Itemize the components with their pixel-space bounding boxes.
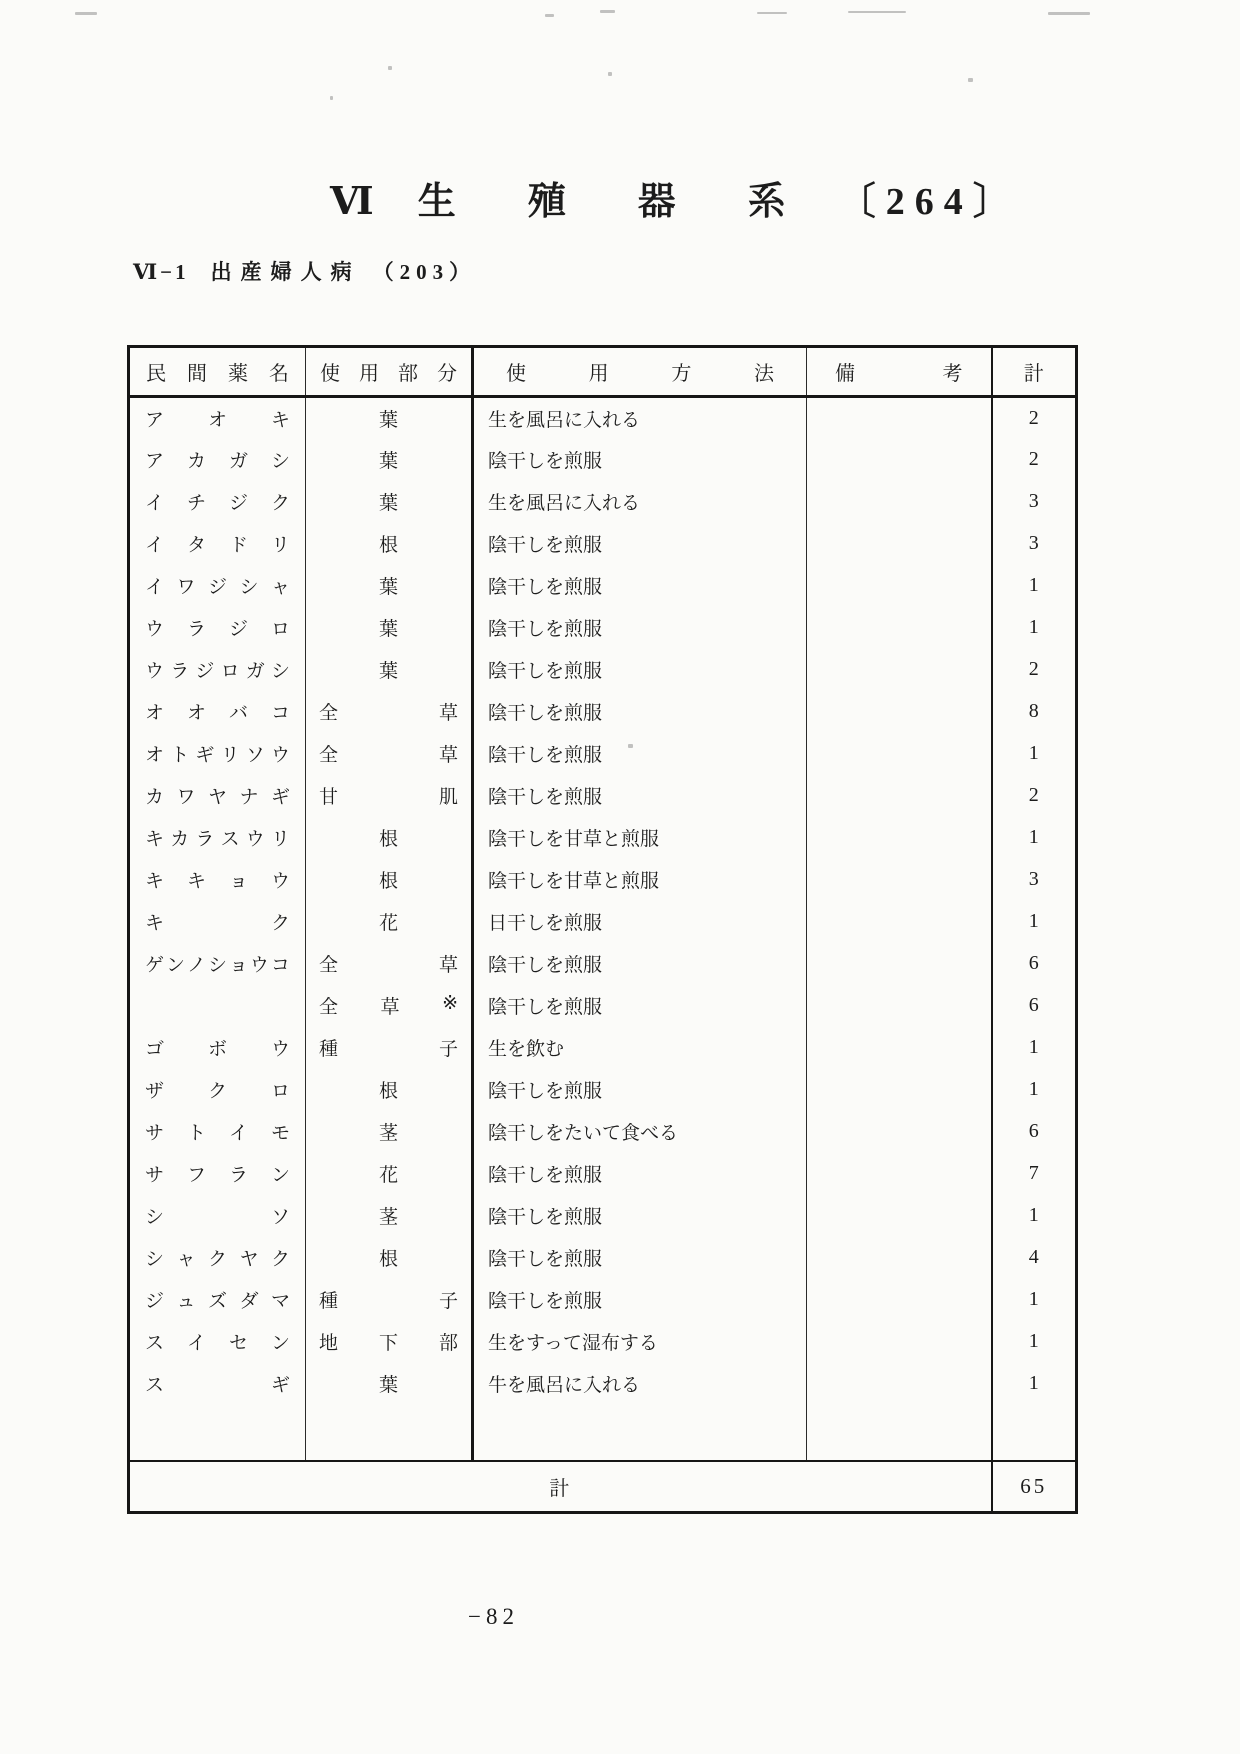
plant-name-cell: シ ャ ク ヤ ク [129,1237,306,1279]
remarks-cell [807,439,992,481]
remarks-cell [807,733,992,775]
table-row [129,733,1077,775]
plant-name-cell: イ タ ド リ [129,523,306,565]
plant-name-cell: ス イ セ ン [129,1321,306,1363]
usage-method-cell: 生を飲む [473,1027,807,1069]
scan-speckle [608,72,612,76]
table-row [129,691,1077,733]
section-count: （203） [372,260,477,284]
col-header-folk-medicine-name: 民 間 薬 名 [129,347,306,397]
used-part-cell: 全 草 [306,691,473,733]
header-row [129,347,1077,397]
count-cell: 4 [1028,1246,1039,1268]
plant-name-cell: イ ワ ジ シ ャ [129,565,306,607]
plant-name-cell: キ キ ョ ウ [129,859,306,901]
used-part-cell: 根 [306,1237,473,1279]
count-cell: 1 [1028,1288,1039,1310]
count-cell: 6 [1028,994,1039,1016]
total-label: 計 [129,1461,992,1513]
count-cell: 1 [1028,1372,1039,1394]
scan-speckle [388,66,392,70]
count-cell: 3 [1028,490,1039,512]
used-part-cell: 茎 [306,1111,473,1153]
remarks-cell [807,1195,992,1237]
usage-method-cell: 陰干しを煎服 [473,1237,807,1279]
col-header-total: 計 [992,347,1077,397]
usage-method-cell: 陰干しを煎服 [473,1069,807,1111]
used-part-cell: 種 子 [306,1279,473,1321]
usage-method-cell: 陰干しを煎服 [473,565,807,607]
used-part-cell: 根 [306,1069,473,1111]
table-row [129,775,1077,817]
table-row [129,1069,1077,1111]
table-row [129,901,1077,943]
plant-name-cell: ウ ラ ジ ロ ガ シ [129,649,306,691]
section-title: 出産婦人病 [210,260,361,284]
table-row [129,859,1077,901]
table-row [129,943,1077,985]
usage-method-cell: 陰干しを甘草と煎服 [473,859,807,901]
table-row [129,397,1077,439]
usage-method-cell: 陰干しを煎服 [473,523,807,565]
title-count: 〔264〕 [837,181,1021,223]
plant-name-cell: キ ク [129,901,306,943]
table-body [129,397,1077,1405]
usage-method-cell: 陰干しを煎服 [473,1279,807,1321]
used-part-cell: 葉 [306,1363,473,1405]
table-row [129,439,1077,481]
used-part-cell: 葉 [306,565,473,607]
table-row [129,817,1077,859]
table-row [129,523,1077,565]
plant-name-cell: イ チ ジ ク [129,481,306,523]
count-cell: 3 [1028,532,1039,554]
remarks-cell [807,649,992,691]
count-cell: 1 [1028,1330,1039,1352]
section-heading [133,256,476,286]
remarks-cell [807,1069,992,1111]
table-row [129,1027,1077,1069]
used-part-cell: 葉 [306,439,473,481]
table-row [129,481,1077,523]
scan-speckle [600,10,615,13]
usage-method-cell: 陰干しを煎服 [473,775,807,817]
remarks-cell [807,817,992,859]
table-row [129,985,1077,1027]
plant-name-cell: サ フ ラ ン [129,1153,306,1195]
usage-method-cell: 陰干しを煎服 [473,439,807,481]
plant-name-cell: ザ ク ロ [129,1069,306,1111]
remarks-cell [807,1279,992,1321]
scan-speckle [330,96,333,100]
table-row [129,1279,1077,1321]
usage-method-cell: 陰干しを煎服 [473,691,807,733]
plant-name-cell: カ ワ ヤ ナ ギ [129,775,306,817]
usage-method-cell: 日干しを煎服 [473,901,807,943]
usage-method-cell: 陰干しを煎服 [473,607,807,649]
count-cell: 2 [1028,658,1039,680]
count-cell: 7 [1028,1162,1039,1184]
plant-name-cell: オ オ バ コ [129,691,306,733]
plant-name-cell: キ カ ラ ス ウ リ [129,817,306,859]
table-row [129,1321,1077,1363]
plant-name-cell: ア カ ガ シ [129,439,306,481]
count-cell: 8 [1028,700,1039,722]
remarks-cell [807,523,992,565]
scan-speckle [1048,12,1090,15]
total-row [129,1461,1077,1513]
remarks-cell [807,397,992,439]
section-numeral: Ⅵ−1 [133,260,189,284]
count-cell: 1 [1028,826,1039,848]
page-title [330,170,1021,225]
usage-method-cell: 牛を風呂に入れる [473,1363,807,1405]
count-cell: 1 [1028,742,1039,764]
remarks-cell [807,775,992,817]
total-count: 65 [992,1461,1077,1513]
used-part-cell: 葉 [306,649,473,691]
col-header-remarks: 備 考 [807,347,992,397]
plant-name-cell: ウ ラ ジ ロ [129,607,306,649]
usage-method-cell: 陰干しを甘草と煎服 [473,817,807,859]
plant-name-cell [129,985,306,1027]
scan-speckle [968,78,973,82]
remarks-cell [807,901,992,943]
scan-speckle [848,11,906,13]
count-cell: 1 [1028,1204,1039,1226]
table-row [129,649,1077,691]
remedies-table [127,345,1078,1514]
used-part-cell: 葉 [306,607,473,649]
title-text: 生殖器系 [417,181,858,223]
title-chapter-numeral: Ⅵ [330,181,376,223]
used-part-cell: 全 草 [306,943,473,985]
count-cell: 2 [1028,448,1039,470]
remarks-cell [807,859,992,901]
used-part-cell: 葉 [306,397,473,439]
plant-name-cell: サ ト イ モ [129,1111,306,1153]
table-row [129,565,1077,607]
used-part-cell: 花 [306,901,473,943]
used-part-cell: 全 草 [306,733,473,775]
usage-method-cell: 陰干しを煎服 [473,1153,807,1195]
remarks-cell [807,1363,992,1405]
count-cell: 6 [1028,952,1039,974]
count-cell: 2 [1028,406,1039,429]
remarks-cell [807,607,992,649]
usage-method-cell: 陰干しを煎服 [473,943,807,985]
used-part-cell: 根 [306,523,473,565]
plant-name-cell: ス ギ [129,1363,306,1405]
plant-name-cell: ゴ ボ ウ [129,1027,306,1069]
usage-method-cell: 陰干しを煎服 [473,985,807,1027]
remarks-cell [807,1027,992,1069]
count-cell: 1 [1028,616,1039,638]
plant-name-cell: ジ ュ ズ ダ マ [129,1279,306,1321]
usage-method-cell: 陰干しを煎服 [473,733,807,775]
spacer-row [129,1405,1077,1461]
count-cell: 1 [1028,1036,1039,1058]
used-part-cell: 甘 肌 [306,775,473,817]
count-cell: 2 [1028,784,1039,806]
used-part-cell: 種 子 [306,1027,473,1069]
table-row [129,1363,1077,1405]
table-footer [129,1405,1077,1513]
usage-method-cell: 陰干しを煎服 [473,1195,807,1237]
remarks-cell [807,1153,992,1195]
count-cell: 1 [1028,910,1039,932]
table-row [129,1111,1077,1153]
table-row [129,1195,1077,1237]
remarks-cell [807,943,992,985]
used-part-cell: 全 草 ※ [306,985,473,1027]
usage-method-cell: 生をすって湿布する [473,1321,807,1363]
plant-name-cell: オ ト ギ リ ソ ウ [129,733,306,775]
count-cell: 1 [1028,574,1039,596]
table-header [129,347,1077,397]
usage-method-cell: 生を風呂に入れる [473,397,807,439]
remarks-cell [807,985,992,1027]
used-part-cell: 花 [306,1153,473,1195]
used-part-cell: 根 [306,859,473,901]
remarks-cell [807,1237,992,1279]
scan-speckle [757,12,787,14]
scan-speckle [545,14,554,17]
count-cell: 3 [1028,868,1039,890]
table-row [129,1153,1077,1195]
remarks-cell [807,691,992,733]
plant-name-cell: シ ソ [129,1195,306,1237]
usage-method-cell: 陰干しをたいて食べる [473,1111,807,1153]
used-part-cell: 根 [306,817,473,859]
plant-name-cell: ゲ ン ノ シ ョ ウ コ [129,943,306,985]
remarks-cell [807,565,992,607]
count-cell: 1 [1028,1078,1039,1100]
table-row [129,607,1077,649]
used-part-cell: 茎 [306,1195,473,1237]
count-cell: 6 [1028,1120,1039,1142]
col-header-used-part: 使 用 部 分 [306,347,473,397]
page-number: −82 [468,1604,519,1629]
used-part-cell: 地 下 部 [306,1321,473,1363]
remarks-cell [807,481,992,523]
table-row [129,1237,1077,1279]
usage-method-cell: 生を風呂に入れる [473,481,807,523]
remarks-cell [807,1111,992,1153]
usage-method-cell: 陰干しを煎服 [473,649,807,691]
remarks-cell [807,1321,992,1363]
used-part-cell: 葉 [306,481,473,523]
col-header-usage-method: 使 用 方 法 [473,347,807,397]
scan-speckle [75,12,97,15]
plant-name-cell: ア オ キ [129,397,306,439]
